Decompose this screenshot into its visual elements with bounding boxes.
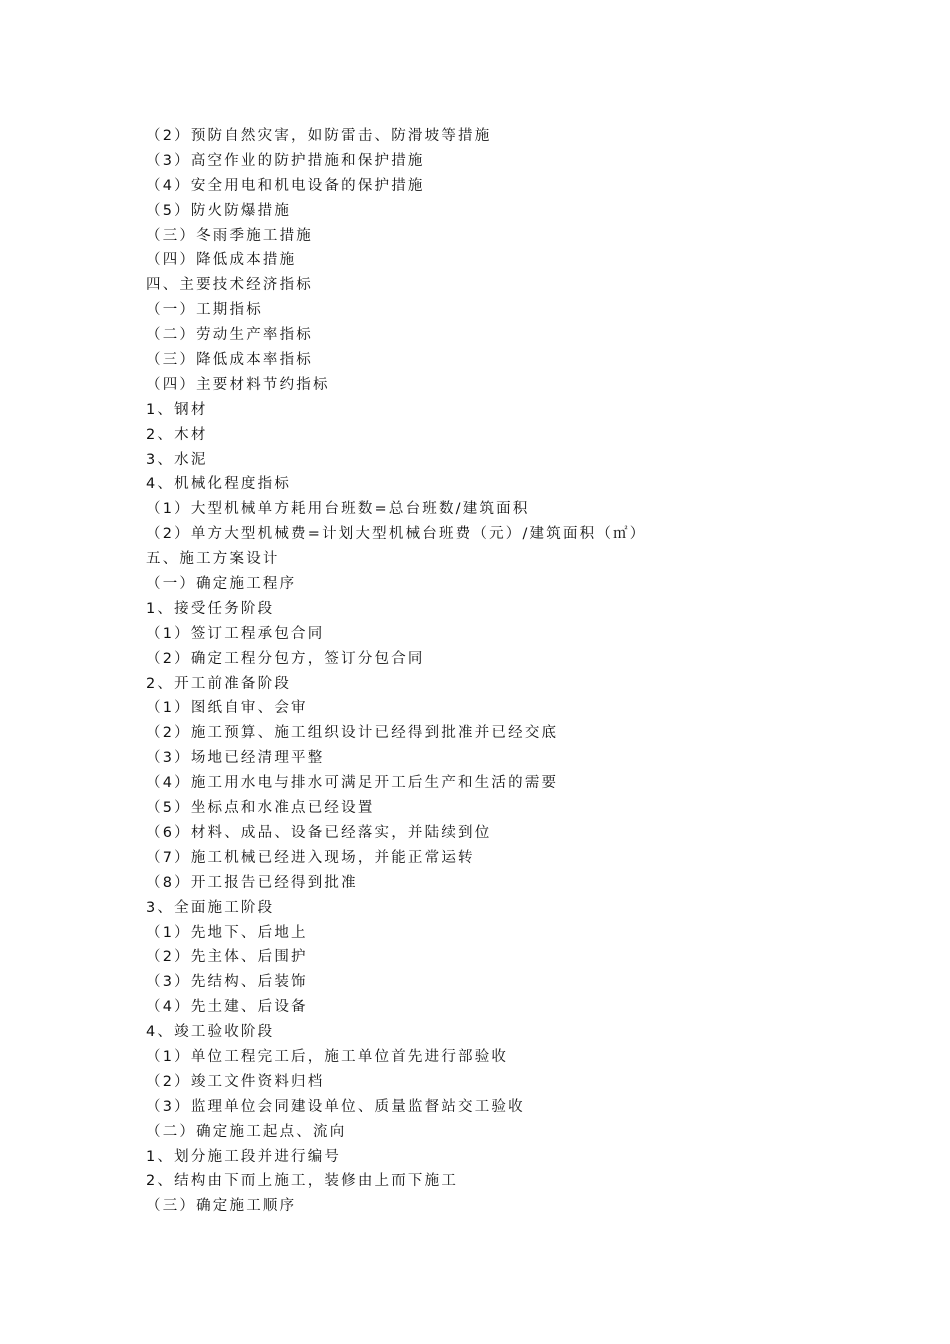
list-item: 2、结构由下而上施工，装修由上而下施工 bbox=[146, 1173, 459, 1190]
text-line: （2）单方大型机械费=计划大型机械台班费（元）/建筑面积（㎡） bbox=[146, 526, 647, 543]
text-line: （1）大型机械单方耗用台班数=总台班数/建筑面积 bbox=[146, 501, 530, 518]
section-heading: （四）主要材料节约指标 bbox=[146, 376, 330, 393]
section-heading: （三）降低成本率指标 bbox=[146, 352, 313, 369]
list-item: 3、全面施工阶段 bbox=[146, 899, 275, 916]
list-item: 1、接受任务阶段 bbox=[146, 600, 275, 617]
text-line: （4）施工用水电与排水可满足开工后生产和生活的需要 bbox=[146, 775, 559, 792]
chapter-heading: 五、施工方案设计 bbox=[146, 551, 280, 568]
section-heading: （三）冬雨季施工措施 bbox=[146, 227, 313, 244]
list-item: 1、划分施工段并进行编号 bbox=[146, 1148, 342, 1165]
list-item: 3、水泥 bbox=[146, 451, 208, 468]
text-line: （2）预防自然灾害，如防雷击、防滑坡等措施 bbox=[146, 128, 492, 144]
text-line: （1）先地下、后地上 bbox=[146, 924, 308, 941]
text-line: （3）场地已经清理平整 bbox=[146, 750, 325, 767]
document-body bbox=[146, 124, 866, 1219]
text-line: （3）先结构、后装饰 bbox=[146, 974, 308, 991]
text-line: （3）监理单位会同建设单位、质量监督站交工验收 bbox=[146, 1098, 525, 1115]
text-line: （1）图纸自审、会审 bbox=[146, 700, 308, 717]
section-heading: （一）确定施工程序 bbox=[146, 576, 297, 593]
text-line: （4）先土建、后设备 bbox=[146, 999, 308, 1016]
text-line: （2）确定工程分包方，签订分包合同 bbox=[146, 650, 425, 667]
text-line: （7）施工机械已经进入现场，并能正常运转 bbox=[146, 849, 475, 866]
text-line: （2）竣工文件资料归档 bbox=[146, 1073, 325, 1090]
section-heading: （二）劳动生产率指标 bbox=[146, 327, 313, 344]
section-heading: （一）工期指标 bbox=[146, 302, 263, 319]
list-item: 4、机械化程度指标 bbox=[146, 476, 292, 493]
text-line: （3）高空作业的防护措施和保护措施 bbox=[146, 152, 425, 169]
chapter-heading: 四、主要技术经济指标 bbox=[146, 277, 313, 294]
text-line: （2）先主体、后围护 bbox=[146, 949, 308, 966]
text-line: （5）坐标点和水准点已经设置 bbox=[146, 800, 375, 817]
text-line: （4）安全用电和机电设备的保护措施 bbox=[146, 177, 425, 194]
section-heading: （二）确定施工起点、流向 bbox=[146, 1123, 347, 1140]
list-item: 1、钢材 bbox=[146, 401, 208, 418]
text-line: （8）开工报告已经得到批准 bbox=[146, 874, 358, 891]
text-line: （2）施工预算、施工组织设计已经得到批准并已经交底 bbox=[146, 725, 559, 742]
section-heading: （四）降低成本措施 bbox=[146, 252, 297, 269]
list-item: 2、开工前准备阶段 bbox=[146, 675, 292, 692]
list-item: 2、木材 bbox=[146, 426, 208, 443]
text-line: （1）单位工程完工后，施工单位首先进行部验收 bbox=[146, 1048, 509, 1065]
text-line: （1）签订工程承包合同 bbox=[146, 625, 325, 642]
section-heading: （三）确定施工顺序 bbox=[146, 1198, 297, 1215]
text-line: （6）材料、成品、设备已经落实，并陆续到位 bbox=[146, 824, 492, 841]
list-item: 4、竣工验收阶段 bbox=[146, 1024, 275, 1041]
text-line: （5）防火防爆措施 bbox=[146, 202, 292, 219]
